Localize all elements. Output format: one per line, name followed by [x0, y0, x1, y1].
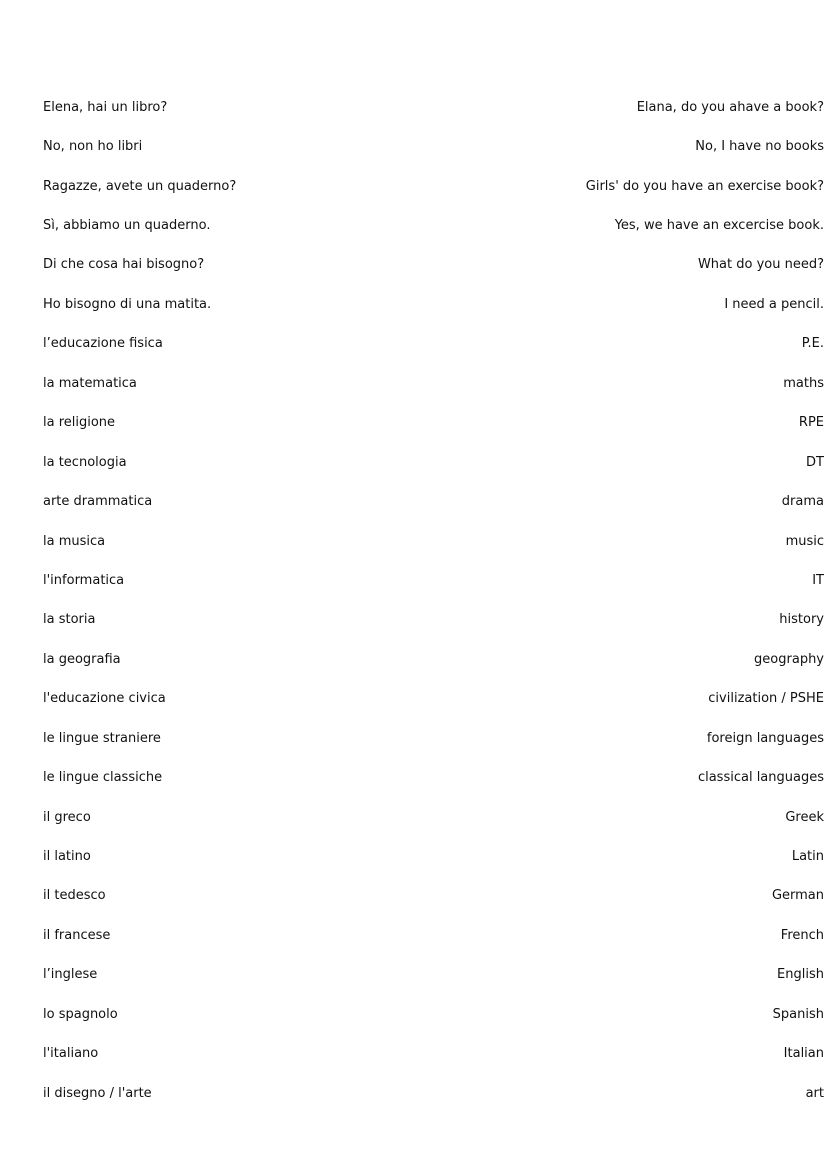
vocab-row — [43, 640, 824, 679]
vocab-row — [43, 206, 824, 245]
italian-term: la storia — [43, 612, 96, 628]
english-translation: art — [805, 1085, 824, 1101]
english-translation: French — [780, 927, 824, 943]
vocab-row — [43, 482, 824, 521]
vocab-row — [43, 561, 824, 600]
italian-term: Elena, hai un libro? — [43, 99, 168, 115]
english-translation: Greek — [785, 809, 824, 825]
vocab-row — [43, 877, 824, 916]
vocab-row — [43, 680, 824, 719]
italian-term: la geografia — [43, 651, 121, 667]
english-translation: music — [785, 533, 824, 549]
italian-term: le lingue straniere — [43, 730, 161, 746]
italian-term: il greco — [43, 809, 91, 825]
english-translation: Elana, do you ahave a book? — [636, 99, 824, 115]
italian-term: l'italiano — [43, 1046, 99, 1062]
english-translation: Spanish — [772, 1006, 824, 1022]
english-translation: Italian — [783, 1046, 824, 1062]
italian-term: Ragazze, avete un quaderno? — [43, 178, 237, 194]
vocab-row — [43, 404, 824, 443]
vocab-row — [43, 88, 824, 127]
vocab-row — [43, 758, 824, 797]
italian-term: la matematica — [43, 375, 137, 391]
vocab-row — [43, 1074, 824, 1113]
italian-term: la religione — [43, 415, 116, 431]
vocabulary-list — [43, 88, 824, 1113]
vocab-row — [43, 127, 824, 166]
italian-term: la musica — [43, 533, 106, 549]
english-translation: English — [777, 967, 824, 983]
english-translation: civilization / PSHE — [708, 691, 824, 707]
vocab-row — [43, 956, 824, 995]
english-translation: Latin — [791, 849, 824, 865]
italian-term: la tecnologia — [43, 454, 127, 470]
english-translation: history — [779, 612, 824, 628]
italian-term: l’inglese — [43, 967, 98, 983]
italian-term: arte drammatica — [43, 494, 153, 510]
vocab-row — [43, 364, 824, 403]
vocab-row — [43, 798, 824, 837]
english-translation: geography — [754, 651, 824, 667]
english-translation: No, I have no books — [695, 139, 824, 155]
english-translation: DT — [806, 454, 824, 470]
english-translation: P.E. — [801, 336, 824, 352]
english-translation: foreign languages — [706, 730, 824, 746]
vocab-row — [43, 246, 824, 285]
vocab-row — [43, 837, 824, 876]
italian-term: lo spagnolo — [43, 1006, 118, 1022]
italian-term: il tedesco — [43, 888, 106, 904]
italian-term: l’educazione fisica — [43, 336, 163, 352]
english-translation: Yes, we have an excercise book. — [614, 218, 824, 234]
english-translation: classical languages — [697, 770, 824, 786]
english-translation: I need a pencil. — [724, 296, 824, 312]
italian-term: l'educazione civica — [43, 691, 166, 707]
english-translation: RPE — [798, 415, 824, 431]
english-translation: What do you need? — [697, 257, 824, 273]
vocab-row — [43, 916, 824, 955]
english-translation: German — [771, 888, 824, 904]
vocab-row — [43, 1035, 824, 1074]
vocab-row — [43, 443, 824, 482]
italian-term: Sì, abbiamo un quaderno. — [43, 218, 211, 234]
italian-term: Ho bisogno di una matita. — [43, 296, 212, 312]
vocab-row — [43, 995, 824, 1034]
vocab-row — [43, 522, 824, 561]
italian-term: No, non ho libri — [43, 139, 143, 155]
english-translation: drama — [781, 494, 824, 510]
italian-term: l'informatica — [43, 572, 125, 588]
vocab-row — [43, 167, 824, 206]
vocab-row — [43, 601, 824, 640]
italian-term: il francese — [43, 927, 111, 943]
italian-term: Di che cosa hai bisogno? — [43, 257, 205, 273]
italian-term: il disegno / l'arte — [43, 1085, 152, 1101]
italian-term: le lingue classiche — [43, 770, 163, 786]
english-translation: maths — [783, 375, 824, 391]
english-translation: Girls' do you have an exercise book? — [585, 178, 824, 194]
vocab-row — [43, 285, 824, 324]
english-translation: IT — [812, 572, 824, 588]
vocab-row — [43, 325, 824, 364]
italian-term: il latino — [43, 849, 91, 865]
vocab-row — [43, 719, 824, 758]
